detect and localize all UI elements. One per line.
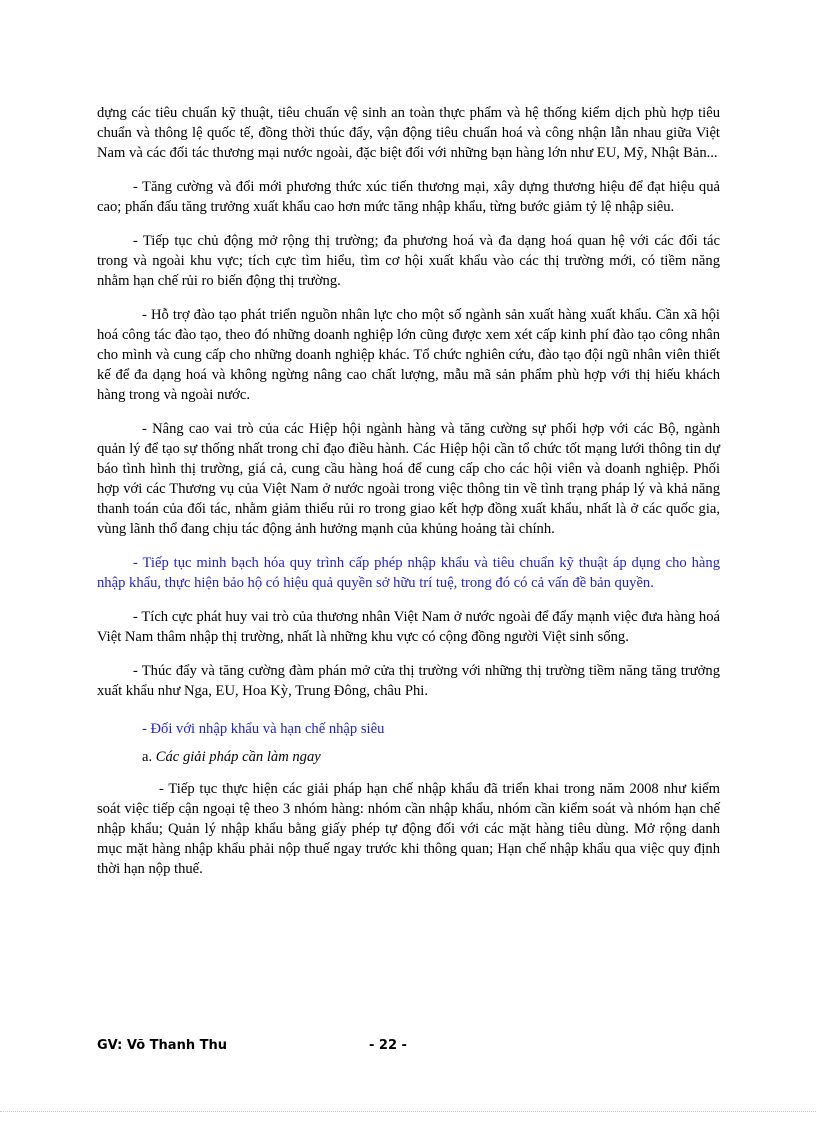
paragraph-import-licensing: - Tiếp tục minh bạch hóa quy trình cấp phép nhập khẩu và tiêu chuẩn kỹ thuật áp dụng cho hàng nhập khẩu, thực hiện bảo hộ có hiệu quả quyền sở hữu trí tuệ, trong đó có cả vấn đề bản quyền. — [97, 555, 720, 591]
footer-divider — [0, 1111, 816, 1112]
paragraph-import-restrictions: - Tiếp tục thực hiện các giải pháp hạn chế nhập khẩu đã triển khai trong năm 2008 như kiểm soát việc tiếp cận ngoại tệ theo 3 nhóm hàng: nhóm cần nhập khẩu, nhóm cần kiểm soát và nhóm hạn chế nhập khẩu; Quản lý nhập khẩu bằng giấy phép tự động đối với các mặt hàng tiêu dùng. Mở rộng danh mục mặt hàng nhập khẩu phải nộp thuế ngay trước khi thông quan; Hạn chế nhập khẩu qua việc quy định thời hạn nộp thuế. — [97, 781, 720, 877]
subsection-heading — [97, 747, 720, 767]
paragraph-overseas-traders: - Tích cực phát huy vai trò của thương nhân Việt Nam ở nước ngoài để đẩy mạnh việc đưa hàng hoá Việt Nam thâm nhập thị trường, nhất là những khu vực có cộng đồng người Việt sinh sống. — [97, 609, 720, 645]
subsection-prefix: a. — [142, 749, 156, 765]
paragraph-market-expansion: - Tiếp tục chủ động mở rộng thị trường; đa phương hoá và đa dạng hoá quan hệ với các đối tác trong và ngoài khu vực; tích cực tìm hiểu, tìm cơ hội xuất khẩu vào các thị trường mới, có tiềm năng nhằm hạn chế rủi ro biến động thị trường. — [97, 233, 720, 289]
footer-author: GV: Võ Thanh Thu — [97, 1038, 227, 1053]
footer-page-number: - 22 - — [369, 1038, 407, 1053]
paragraph-trade-promotion: - Tăng cường và đổi mới phương thức xúc tiến thương mại, xây dựng thương hiệu để đạt hiệu quả cao; phấn đấu tăng trưởng xuất khẩu cao hơn mức tăng nhập khẩu, từng bước giảm tỷ lệ nhập siêu. — [97, 179, 720, 215]
paragraph-negotiations: - Thúc đẩy và tăng cường đàm phán mở cửa thị trường với những thị trường tiềm năng tăng trưởng xuất khẩu như Nga, EU, Hoa Kỳ, Trung Đông, châu Phi. — [97, 663, 720, 699]
page-body — [97, 103, 720, 893]
paragraph-associations: - Nâng cao vai trò của các Hiệp hội ngành hàng và tăng cường sự phối hợp với các Bộ, ngành quản lý để tạo sự thống nhất trong chỉ đạo điều hành. Các Hiệp hội cần tổ chức tốt mạng lưới thông tin dự báo tình hình thị trường, giá cả, cung cầu hàng hoá để cung cấp cho các hội viên và doanh nghiệp. Phối hợp với các Thương vụ của Việt Nam ở nước ngoài trong việc thông tin về tình trạng pháp lý và khả năng thanh toán của đối tác, nhằm giảm thiểu rủi ro trong giao kết hợp đồng xuất khẩu, nhất là ở các quốc gia, vùng lãnh thổ đang chịu tác động ảnh hưởng mạnh của khủng hoảng tài chính. — [97, 421, 720, 537]
page-footer — [97, 1038, 720, 1058]
paragraph-standards: dựng các tiêu chuẩn kỹ thuật, tiêu chuẩn vệ sinh an toàn thực phẩm và hệ thống kiểm dịch phù hợp tiêu chuẩn và thông lệ quốc tế, đồng thời thúc đẩy, vận động tiêu chuẩn hoá và công nhận lẫn nhau giữa Việt Nam và các đối tác thương mại nước ngoài, đặc biệt đối với những bạn hàng lớn như EU, Mỹ, Nhật Bản... — [97, 105, 720, 161]
section-heading-imports: - Đối với nhập khẩu và hạn chế nhập siêu — [142, 721, 385, 737]
paragraph-training: - Hỗ trợ đào tạo phát triển nguồn nhân lực cho một số ngành sản xuất hàng xuất khẩu. Cần xã hội hoá công tác đào tạo, theo đó những doanh nghiệp lớn cũng được xem xét cấp kinh phí đào tạo công nhân cho mình và cung cấp cho những doanh nghiệp khác. Tổ chức nghiên cứu, đào tạo đội ngũ nhân viên thiết kế để đa dạng hoá và không ngừng nâng cao chất lượng, mẫu mã sản phẩm phù hợp với thị hiếu khách hàng trong và ngoài nước. — [97, 307, 720, 403]
subsection-title: Các giải pháp cần làm ngay — [155, 749, 321, 765]
